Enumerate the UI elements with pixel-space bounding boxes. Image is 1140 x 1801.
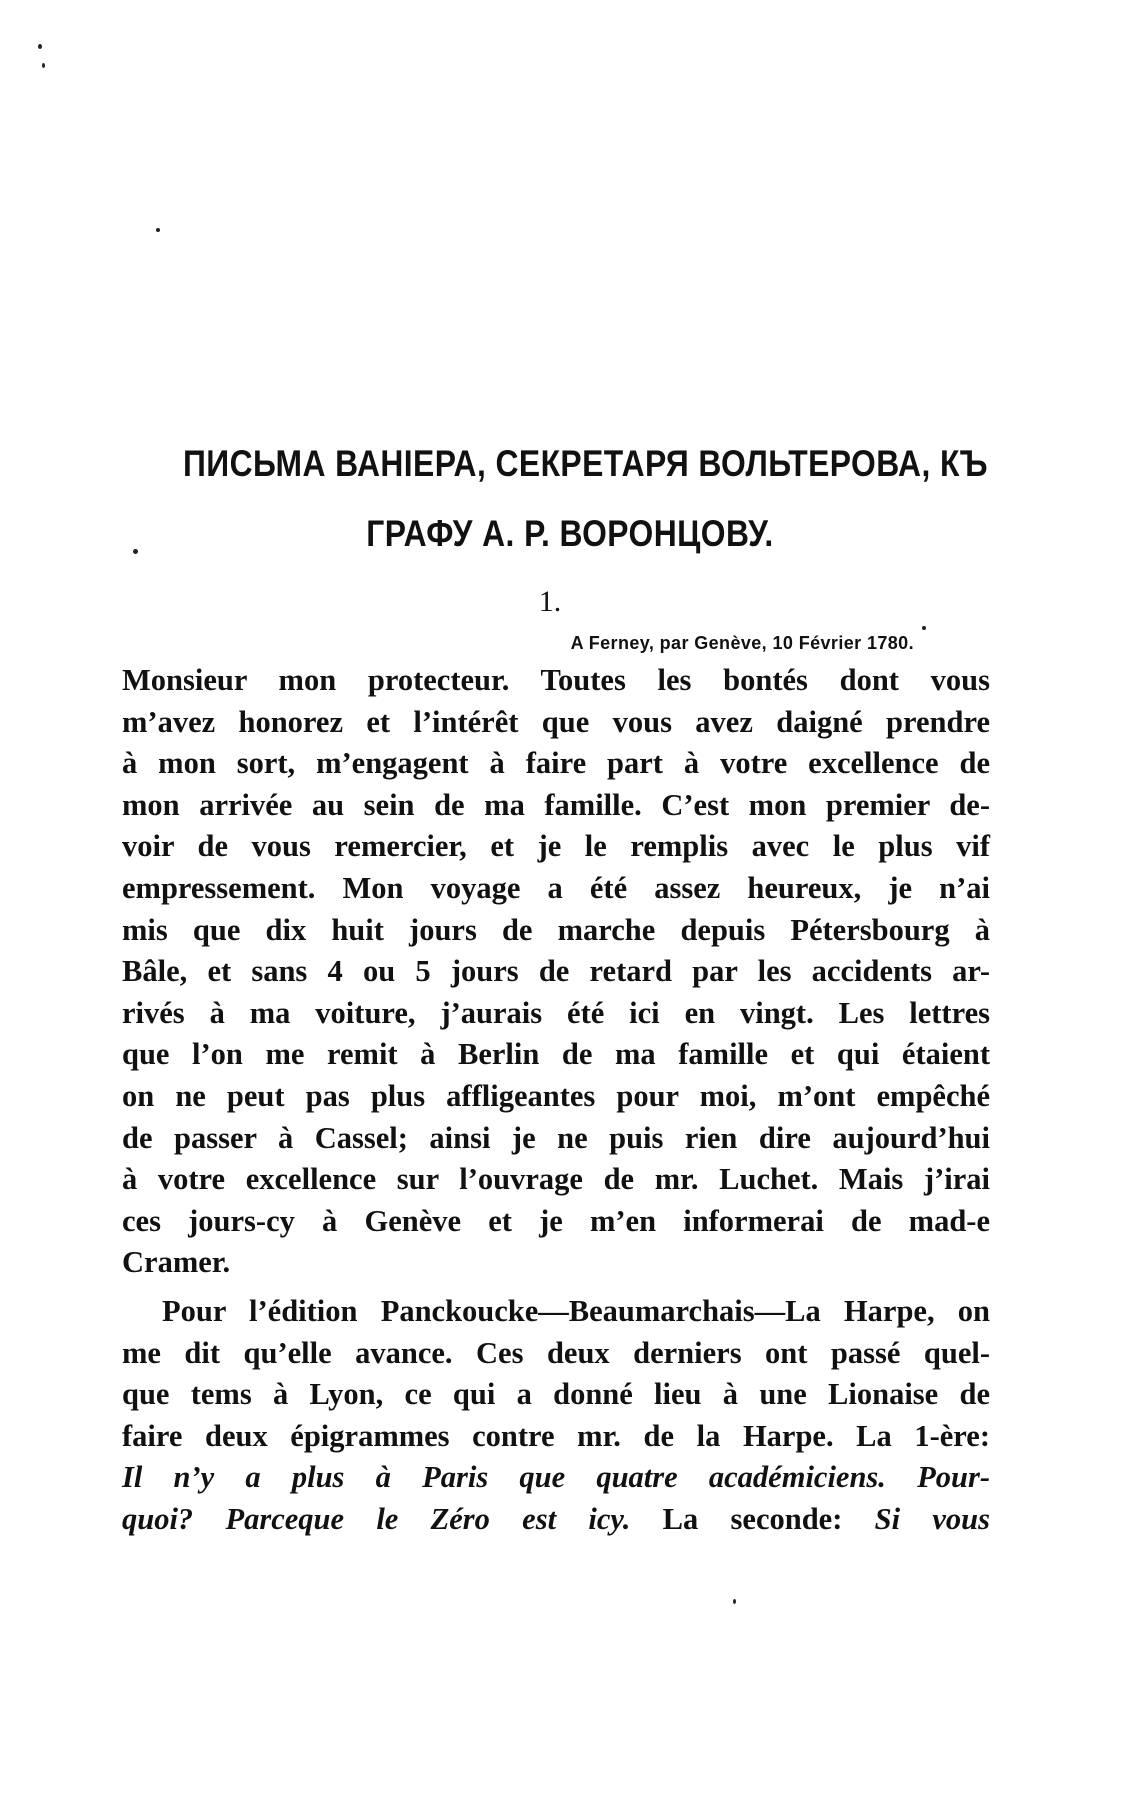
text-line: Bâle, et sans 4 ou 5 jours de retard par les accidents ar- (122, 954, 990, 989)
text-line: mis que dix huit jours de marche depuis Pétersbourg à (122, 912, 990, 947)
scan-speck (733, 1599, 736, 1604)
text-line: Pour l’édition Panckoucke—Beaumarchais—La Harpe, on (162, 1294, 990, 1328)
text-line: faire deux épigrammes contre mr. de la Harpe. La 1-ère: (122, 1418, 990, 1453)
text-line: on ne peut pas plus affligeantes pour moi, m’ont empêché (122, 1078, 990, 1113)
text-line: de passer à Cassel; ainsi je ne puis rien dire aujourd’hui (122, 1120, 990, 1155)
text-line: Cramer. (122, 1245, 231, 1280)
text-line: mon arrivée au sein de ma famille. C’est mon premier de- (122, 787, 990, 822)
text-line: à votre excellence sur l’ouvrage de mr. Luchet. Mais j’irai (122, 1162, 990, 1197)
scan-speck (38, 44, 42, 49)
text-line: me dit qu’elle avance. Ces deux derniers ont passé quel- (122, 1335, 990, 1370)
text-line: rivés à ma voiture, j’aurais été ici en vingt. Les lettres (122, 995, 990, 1030)
mixed-text-line (122, 1499, 990, 1541)
scan-speck (156, 228, 160, 232)
italic-phrase: quoi? Parceque le Zéro est icy. (122, 1501, 631, 1536)
paragraph-1 (122, 660, 990, 1284)
italic-phrase: Si vous (874, 1501, 990, 1536)
italic-text-line: Il n’y a plus à Paris que quatre académiciens. Pour- (122, 1460, 990, 1495)
text-line: que tems à Lyon, ce qui a donné lieu à une Lionaise de (122, 1377, 990, 1412)
scan-speck (922, 626, 926, 630)
letter-dateline: A Ferney, par Genève, 10 Février 1780. (570, 633, 914, 653)
letter-number: 1. (538, 585, 562, 618)
paragraph-2 (122, 1291, 990, 1541)
text-line: empressement. Mon voyage a été assez heureux, je n’ai (122, 870, 990, 905)
text-line: Monsieur mon protecteur. Toutes les bontés dont vous (122, 663, 990, 697)
text-line: voir de vous remercier, et je le remplis avec le plus vif (122, 829, 990, 864)
text-line: m’avez honorez et l’intérêt que vous avez daigné prendre (122, 704, 990, 739)
text-line: à mon sort, m’engagent à faire part à votre excellence de (122, 746, 990, 781)
document-title-line-2: ГРАФУ А. Р. ВОРОНЦОВУ. (366, 513, 774, 554)
scan-speck (133, 549, 138, 554)
text-line: que l’on me remit à Berlin de ma famille et qui étaient (122, 1037, 990, 1072)
roman-phrase: La seconde: (630, 1501, 875, 1536)
document-title-line-1: ПИСЬМА ВАНІЕРА, СЕКРЕТАРЯ ВОЛЬТЕРОВА, КЪ (183, 443, 988, 484)
scan-speck (42, 63, 45, 68)
text-line: ces jours-cy à Genève et je m’en informerai de mad-e (122, 1203, 990, 1238)
